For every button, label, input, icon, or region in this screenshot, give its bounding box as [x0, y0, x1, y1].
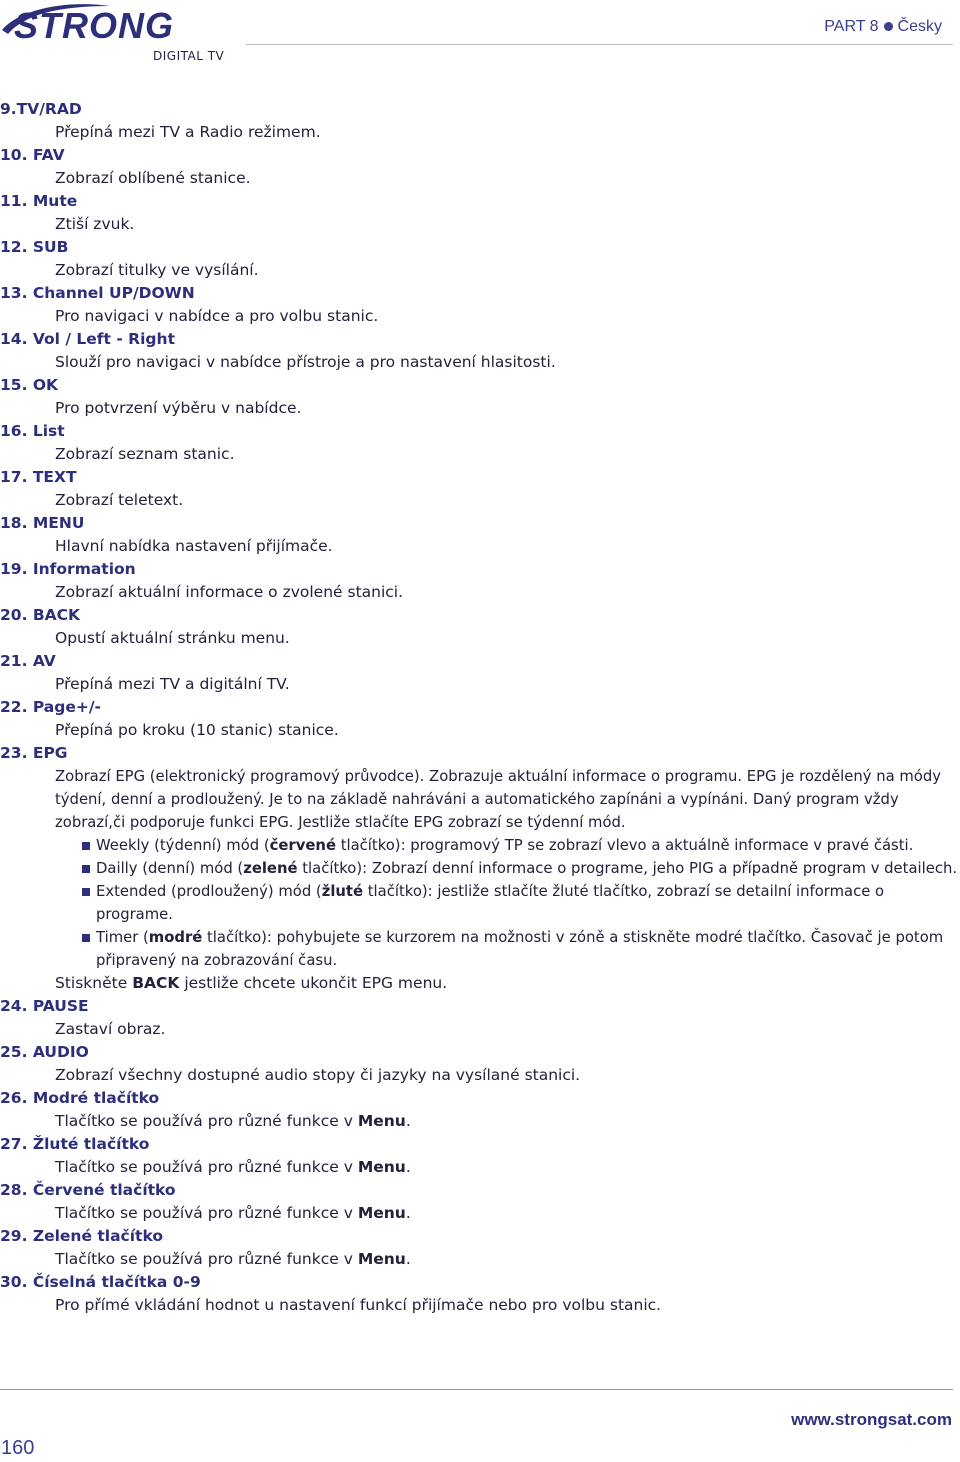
- entry-heading: 21. AV: [0, 652, 56, 670]
- entry-heading: 28. Červené tlačítko: [0, 1181, 176, 1199]
- brand-wordmark: STRONG: [14, 5, 175, 46]
- entry-text: [0, 466, 960, 512]
- list-item: Weekly (týdenní) mód (červené tlačítko): programový TP se zobrazí vlevo a aktuálně informace v pravé části.: [82, 834, 960, 857]
- entry-list: [0, 420, 960, 466]
- entry-heading: 13. Channel UP/DOWN: [0, 284, 195, 302]
- entry-heading: 26. Modré tlačítko: [0, 1089, 160, 1107]
- entry-description: Zobrazí EPG (elektronický programový průvodce). Zobrazuje aktuální informace o programu. EPG je rozdělený na módy týdení, denní a prodloužený. Je to na základě nahráváni a automatického zapínáni a vypínáni. Daný program vždy zobrazí,či podporuje funkci EPG. Jestliže stlačíte EPG zobrazí se týdenní mód.: [55, 768, 941, 831]
- square-bullet-icon: [82, 865, 90, 873]
- entry-pause: [0, 995, 960, 1041]
- square-bullet-icon: [82, 934, 90, 942]
- entry-heading: 24. PAUSE: [0, 997, 89, 1015]
- entry-av: [0, 650, 960, 696]
- entry-description: Opustí aktuální stránku menu.: [55, 629, 290, 647]
- entry-description: Tlačítko se používá pro různé funkce v Menu.: [55, 1204, 411, 1222]
- entry-description: Zobrazí všechny dostupné audio stopy či jazyky na vysílané stanici.: [55, 1066, 581, 1084]
- entry-heading: 10. FAV: [0, 146, 65, 164]
- entry-description: Pro navigaci v nabídce a pro volbu stanic.: [55, 307, 379, 325]
- entry-heading: 25. AUDIO: [0, 1043, 89, 1061]
- footer-divider: [0, 1389, 953, 1390]
- entry-red-button: [0, 1179, 960, 1225]
- square-bullet-icon: [82, 842, 90, 850]
- part-label: [824, 18, 942, 36]
- entry-green-button: [0, 1225, 960, 1271]
- entry-heading: 16. List: [0, 422, 65, 440]
- entry-description: Ztiší zvuk.: [55, 215, 135, 233]
- entry-heading: 30. Číselná tlačítka 0-9: [0, 1273, 201, 1291]
- entry-epg: [0, 742, 960, 995]
- entry-fav: [0, 144, 960, 190]
- website-link[interactable]: www.strongsat.com: [791, 1410, 952, 1429]
- strong-logo-mark: [0, 0, 230, 50]
- entry-heading: 20. BACK: [0, 606, 81, 624]
- entry-heading: 23. EPG: [0, 744, 68, 762]
- entry-description: Tlačítko se používá pro různé funkce v Menu.: [55, 1158, 411, 1176]
- entry-volume: [0, 328, 960, 374]
- entry-tv-rad: [0, 98, 960, 144]
- entry-description: Pro přímé vkládání hodnot u nastavení funkcí přijímače nebo pro volbu stanic.: [55, 1296, 662, 1314]
- entry-description: Zobrazí aktuální informace o zvolené stanici.: [55, 583, 404, 601]
- entry-heading: 12. SUB: [0, 238, 69, 256]
- entry-channel: [0, 282, 960, 328]
- entry-menu: [0, 512, 960, 558]
- list-item: Dailly (denní) mód (zelené tlačítko): Zobrazí denní informace o programe, jeho PIG a případně program v detailech.: [82, 857, 960, 880]
- entry-heading: 19. Information: [0, 560, 136, 578]
- entry-ok: [0, 374, 960, 420]
- bullet-dot-icon: [884, 22, 893, 31]
- epg-back-note: Stiskněte BACK jestliže chcete ukončit EPG menu.: [55, 974, 448, 992]
- entry-back: [0, 604, 960, 650]
- epg-modes-list: [82, 834, 960, 972]
- entry-description: Zobrazí seznam stanic.: [55, 445, 235, 463]
- list-item: Extended (prodloužený) mód (žluté tlačítko): jestliže stlačíte žluté tlačítko, zobrazí se detailní informace o programe.: [82, 880, 960, 926]
- entry-description: Přepíná mezi TV a digitální TV.: [55, 675, 290, 693]
- strong-logo: [0, 0, 230, 70]
- entry-description: Zobrazí teletext.: [55, 491, 184, 509]
- entry-heading: 17. TEXT: [0, 468, 77, 486]
- entry-heading: 18. MENU: [0, 514, 85, 532]
- entry-sub: [0, 236, 960, 282]
- entry-description: Slouží pro navigaci v nabídce přístroje a pro nastavení hlasitosti.: [55, 353, 556, 371]
- entry-blue-button: [0, 1087, 960, 1133]
- entry-audio: [0, 1041, 960, 1087]
- entry-mute: [0, 190, 960, 236]
- entry-heading: 14. Vol / Left - Right: [0, 330, 175, 348]
- brand-subtitle: DIGITAL TV: [153, 49, 225, 63]
- entry-description: Přepíná mezi TV a Radio režimem.: [55, 123, 321, 141]
- entry-heading: 27. Žluté tlačítko: [0, 1135, 150, 1153]
- entry-description: Zobrazí titulky ve vysílání.: [55, 261, 259, 279]
- entry-description: Přepíná po kroku (10 stanic) stanice.: [55, 721, 339, 739]
- page-number: 160: [1, 1437, 35, 1459]
- entry-description: Tlačítko se používá pro různé funkce v Menu.: [55, 1112, 411, 1130]
- list-item: Timer (modré tlačítko): pohybujete se kurzorem na možnosti v zóně a stiskněte modré tlačítko. Časovač je potom připravený na zobrazování času.: [82, 926, 960, 972]
- entry-description: Zobrazí oblíbené stanice.: [55, 169, 251, 187]
- language-label: Česky: [897, 18, 942, 35]
- entry-heading: 9.TV/RAD: [0, 100, 82, 118]
- entry-page: [0, 696, 960, 742]
- entry-heading: 11. Mute: [0, 192, 78, 210]
- entry-description: Tlačítko se používá pro různé funkce v Menu.: [55, 1250, 411, 1268]
- key-descriptions: [0, 98, 960, 1317]
- square-bullet-icon: [82, 888, 90, 896]
- entry-information: [0, 558, 960, 604]
- entry-description: Pro potvrzení výběru v nabídce.: [55, 399, 302, 417]
- part-number: PART 8: [824, 18, 879, 35]
- header-divider: [246, 44, 953, 45]
- entry-description: Hlavní nabídka nastavení přijímače.: [55, 537, 333, 555]
- entry-heading: 22. Page+/-: [0, 698, 101, 716]
- entry-description: Zastaví obraz.: [55, 1020, 166, 1038]
- entry-heading: 15. OK: [0, 376, 59, 394]
- entry-heading: 29. Zelené tlačítko: [0, 1227, 164, 1245]
- entry-number-buttons: [0, 1271, 960, 1317]
- entry-yellow-button: [0, 1133, 960, 1179]
